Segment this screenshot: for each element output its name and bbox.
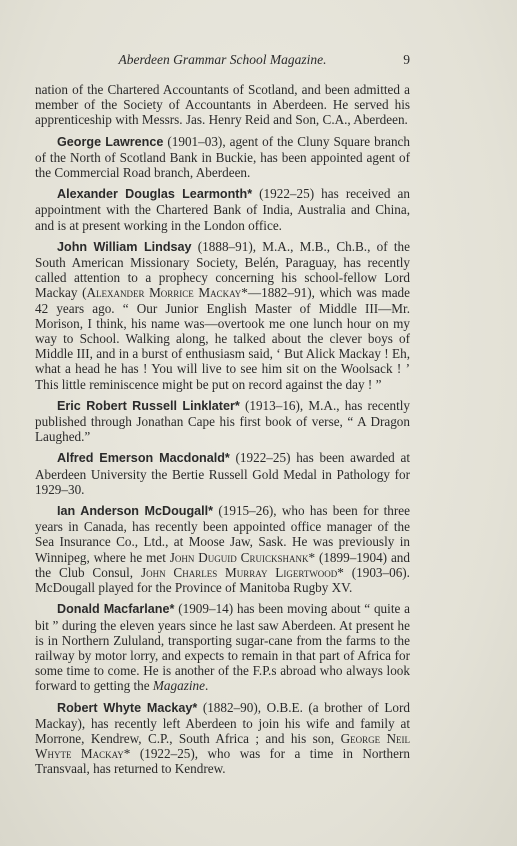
person-name: Ian Anderson McDougall* (57, 504, 214, 519)
entry-text: (1915–26), who has been for three years in Canada, has recently been appointed office manager of the Sea Insurance Co., Ltd., at Moose Jaw, Sask. He was previously in Winnipeg, where he met (35, 503, 411, 565)
person-name: Alexander Douglas Learmonth* (57, 187, 253, 202)
referenced-name: George Neil Whyte Mackay* (35, 730, 410, 762)
entry-mackay (35, 700, 410, 777)
referenced-name: John Charles Murray Ligertwood* (140, 564, 344, 580)
entry-mcdougall (35, 503, 410, 595)
article-body (35, 82, 410, 783)
entry-macdonald (35, 450, 410, 497)
entry-text: . (204, 678, 209, 694)
person-name: Eric Robert Russell Linklater* (57, 398, 240, 413)
entry-macfarlane (35, 601, 410, 693)
entry-text: (1903–06). McDougall played for the Province of Manitoba Rugby XV. (35, 564, 410, 596)
entry-text: (1882–90), O.B.E. (a brother of Lord Mackay), has recently left Aberdeen to join his wife and family at Morrone, Kendrew, C.P., South Africa ; and his son, (35, 699, 410, 746)
entry-text: (1913–16), M.A., has recently published through Jonathan Cape his first book of verse, “ A Dragon Laughed.” (35, 397, 410, 445)
entry-linklater (35, 398, 410, 445)
page-number: 9 (403, 52, 410, 67)
person-name: Robert Whyte Mackay* (57, 700, 198, 715)
entry-text: (1909–14) has been moving about “ quite a bit ” during the eleven years since he last saw Aberdeen. At present he is in Northern Zululand, transporting sugar-cane from the farms to the railway by motor lorry, and expects to remain in that part of Africa for some time to come. He is another of the F.P.s abroad who always look forward to getting the (35, 601, 411, 694)
running-title: Aberdeen Grammar School Magazine. (118, 52, 327, 67)
referenced-name: John Duguid Cruickshank* (169, 549, 316, 565)
entry-text: (1888–91), M.A., M.B., Ch.B., of the South American Missionary Society, Belén, Paraguay, has recently called attention to a prophecy concerning his school-fellow Lord Mackay ( (35, 238, 410, 301)
entry-lawrence (35, 134, 410, 181)
entry-text: (1922–25), who was for a time in Northern Transvaal, has returned to Kendrew. (35, 746, 410, 777)
entry-text: —1882–91), which was made 42 years ago. “ Our Junior English Master of Middle III—Mr. Morison, I think, his name was—overtook me one lunch hour on my way to School. Walking along, he talked about the clever boys of Middle III, and in a burst of enthusiasm said, ‘ But Alick Mackay ! Eh, what a head he has ! You will live to see him sit on the Woolsack ! ’ This little reminiscence might be put on record against the day ! ” (35, 285, 411, 392)
entry-text: (1901–03), agent of the Cluny Square branch of the North of Scotland Bank in Buckie, has been appointed agent of the Commercial Road branch, Aberdeen. (35, 133, 410, 181)
entry-text: (1899–1904) and the Club Consul, (35, 549, 410, 580)
entry-text: (1922–25) has received an appointment with the Chartered Bank of India, Australia and China, and is at present working in the London office. (35, 186, 410, 233)
entry-text: (1922–25) has been awarded at Aberdeen University the Bertie Russell Gold Medal in Pathology for 1929–30. (35, 450, 411, 497)
entry-lindsay (35, 239, 410, 392)
person-name: John William Lindsay (57, 239, 192, 254)
referenced-name: Alexander Morrice Mackay* (86, 285, 248, 301)
paragraph-text: nation of the Chartered Accountants of Scotland, and been admitted a member of the Society of Accountants in Aberdeen. He served his apprenticeship with Messrs. Jas. Henry Reid and Son, C.A., Aberdeen. (35, 82, 410, 128)
magazine-title-italic: Magazine (152, 678, 205, 694)
person-name: George Lawrence (57, 134, 164, 149)
person-name: Alfred Emerson Macdonald* (57, 451, 230, 466)
person-name: Donald Macfarlane* (57, 602, 175, 617)
entry-learmonth (35, 186, 410, 233)
running-header (35, 52, 410, 68)
paragraph-continuation (35, 82, 410, 128)
